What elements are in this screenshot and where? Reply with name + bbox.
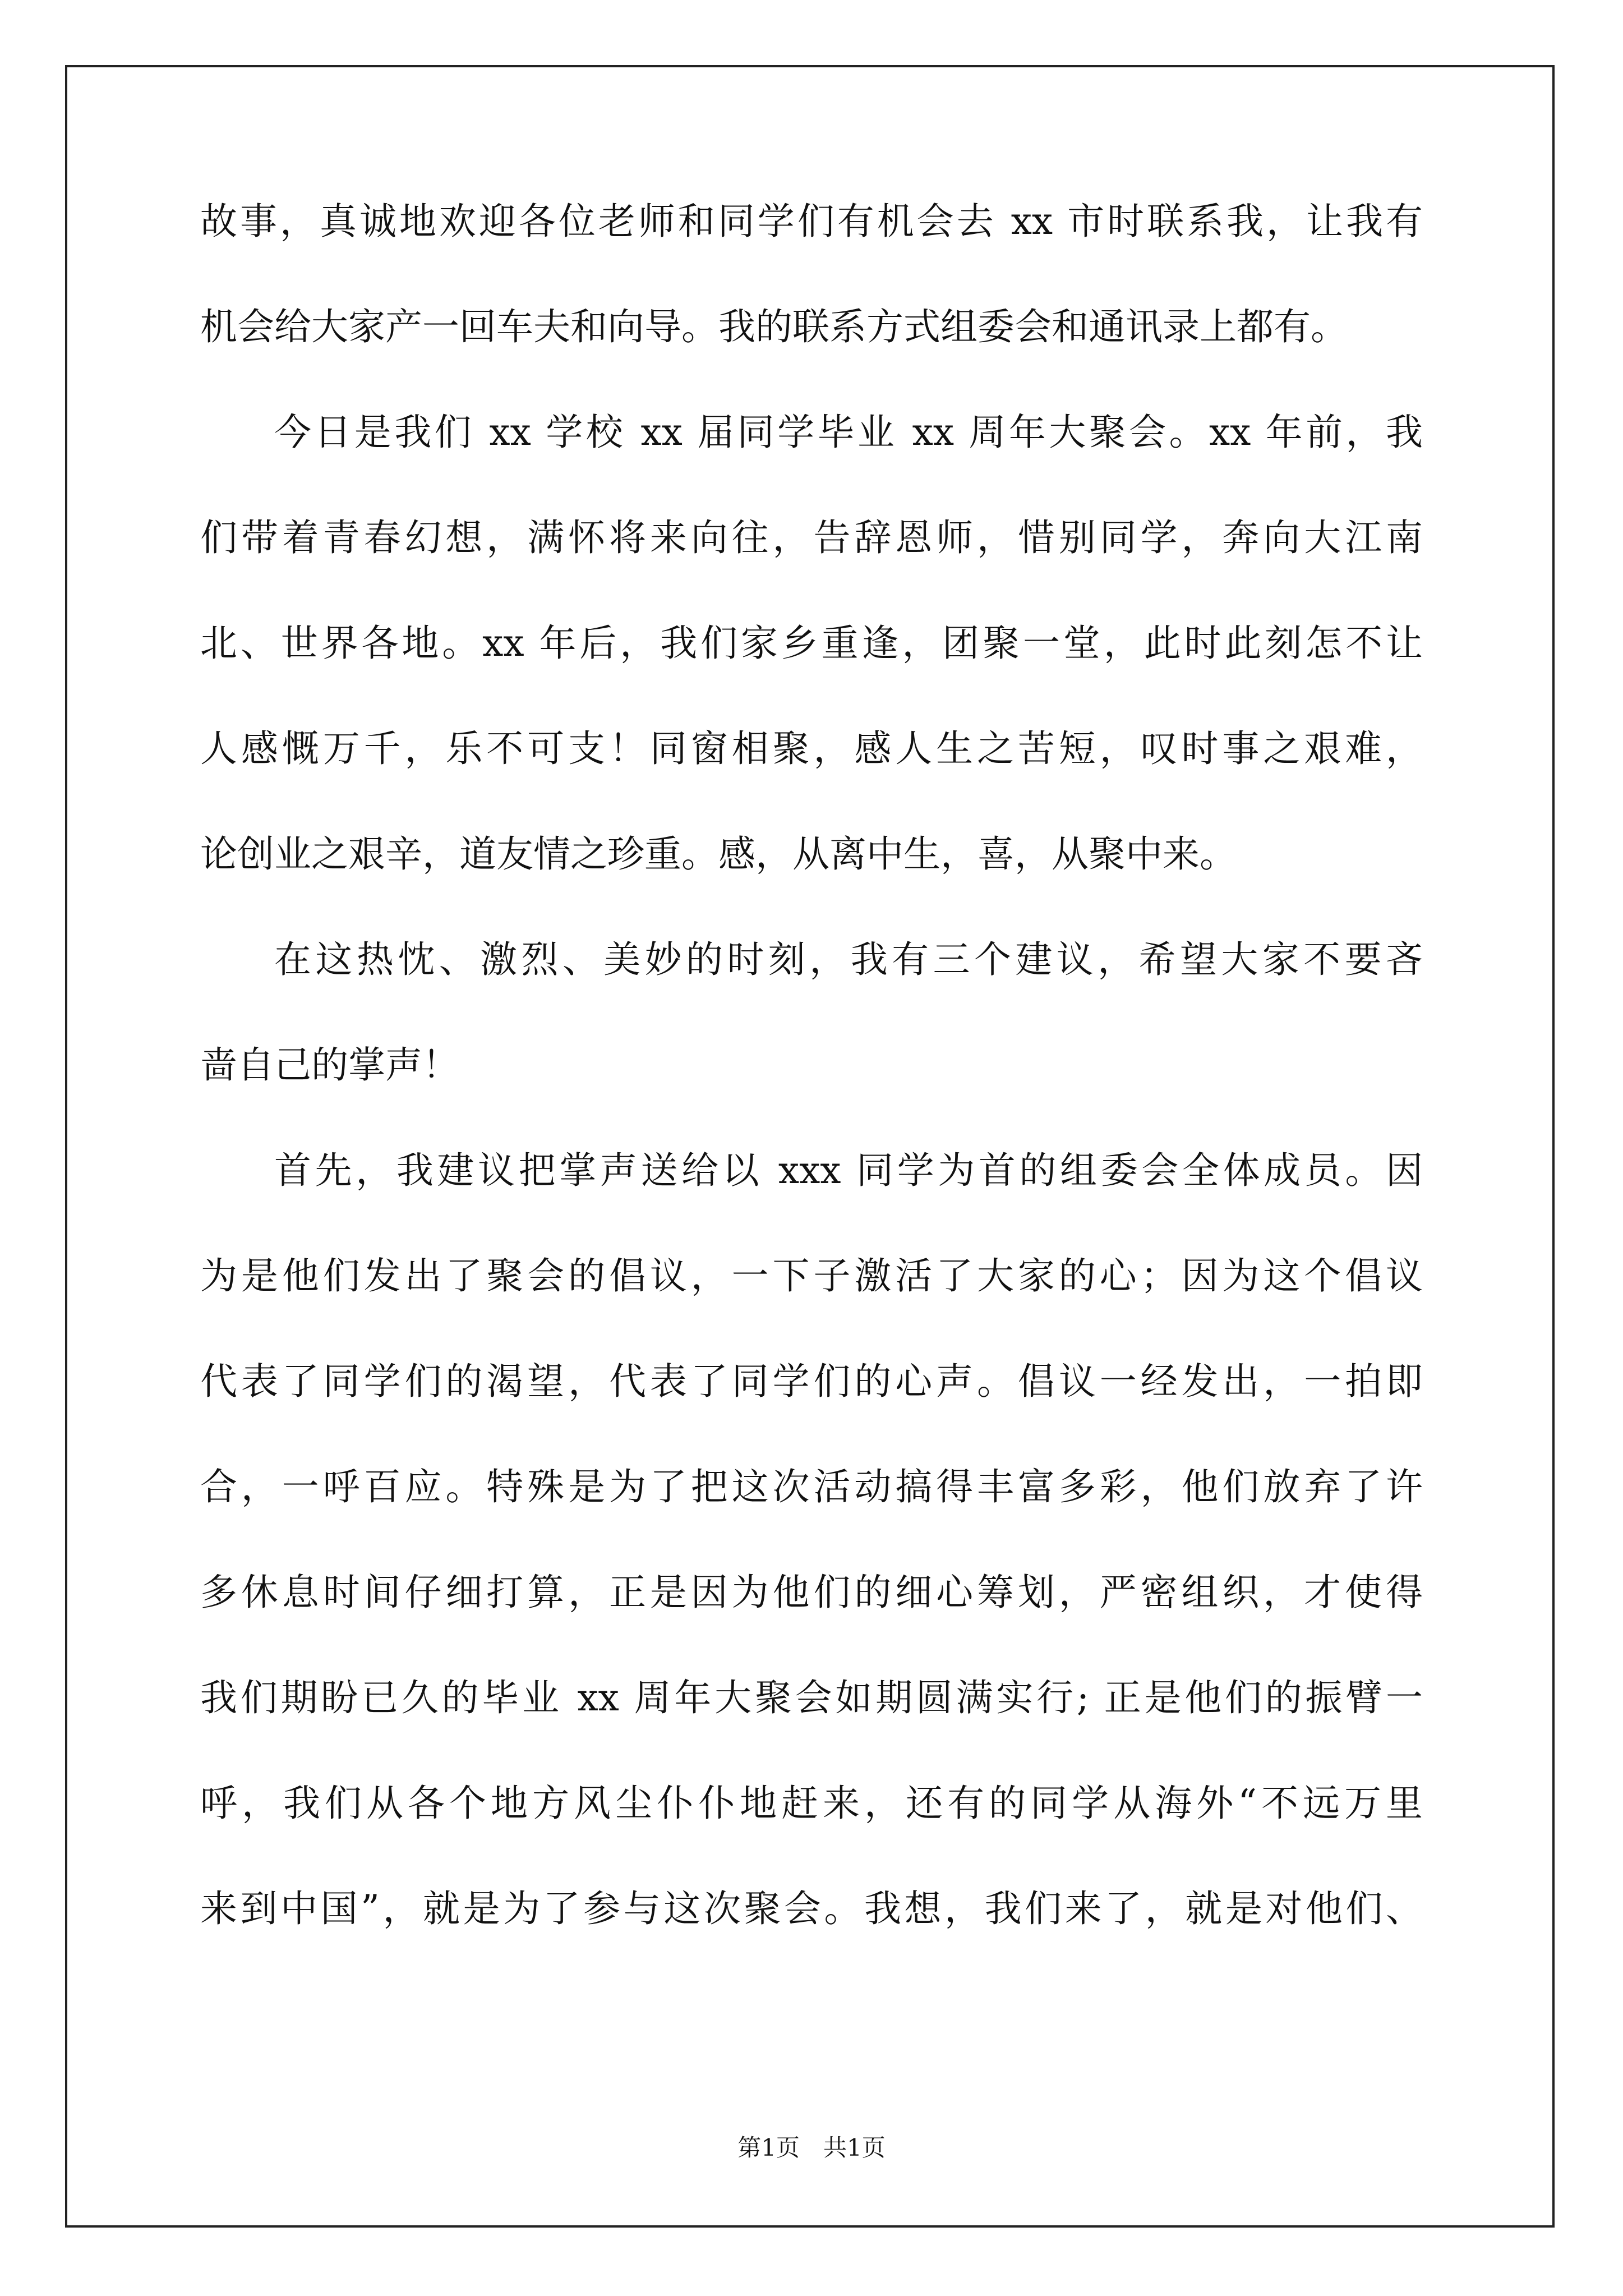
text-line: 论创业之艰辛，道友情之珍重。感，从离中生，喜，从聚中来。 [200,832,1237,876]
paragraph-start-line: 今日是我们 xx 学校 xx 届同学毕业 xx 周年大聚会。xx 年前，我 [274,411,1423,454]
text-line: 啬自己的掌声！ [200,1043,459,1087]
text-line: 故事，真诚地欢迎各位老师和同学们有机会去 xx 市时联系我，让我有 [200,200,1423,243]
paragraph-start-line: 首先，我建议把掌声送给以 xxx 同学为首的组委会全体成员。因 [274,1149,1423,1192]
text-line: 们带着青春幻想，满怀将来向往，告辞恩师，惜别同学，奔向大江南 [200,516,1423,559]
page-footer: 第1页 共1页 [737,2134,886,2161]
text-line: 多休息时间仔细打算，正是因为他们的细心筹划，严密组织，才使得 [200,1571,1423,1614]
text-line: 机会给大家产一回车夫和向导。我的联系方式组委会和通讯录上都有。 [200,305,1348,348]
text-line: 人感慨万千，乐不可支！同窗相聚，感人生之苦短，叹时事之艰难， [200,727,1423,770]
paragraph-start-line: 在这热忱、激烈、美妙的时刻，我有三个建议，希望大家不要吝 [274,938,1423,981]
text-line: 为是他们发出了聚会的倡议，一下子激活了大家的心；因为这个倡议 [200,1254,1423,1297]
text-line: 我们期盼已久的毕业 xx 周年大聚会如期圆满实行; 正是他们的振臂一 [200,1676,1423,1719]
text-line: 来到中国”，就是为了参与这次聚会。我想，我们来了，就是对他们、 [200,1887,1423,1930]
text-line: 北、世界各地。xx 年后，我们家乡重逢，团聚一堂，此时此刻怎不让 [200,622,1423,665]
text-line: 合，一呼百应。特殊是为了把这次活动搞得丰富多彩，他们放弃了许 [200,1465,1423,1508]
text-line: 呼，我们从各个地方风尘仆仆地赶来，还有的同学从海外“不远万里 [200,1782,1423,1825]
text-line: 代表了同学们的渴望，代表了同学们的心声。倡议一经发出，一拍即 [200,1360,1423,1403]
